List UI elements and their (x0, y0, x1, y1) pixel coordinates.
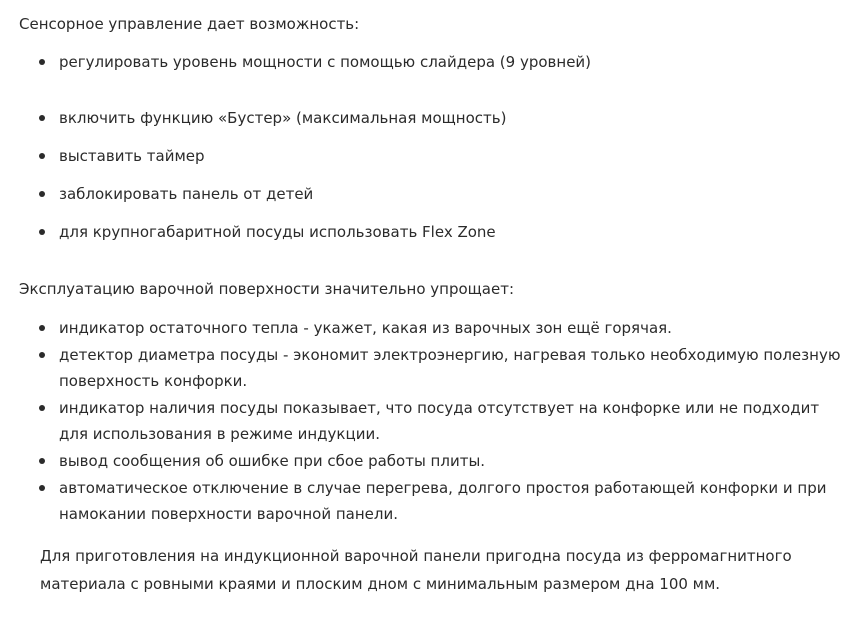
list-item-text: автоматическое отключение в случае перегрева, долгого простоя работающей конфорки и при намокании поверхности варочной панели. (59, 479, 827, 523)
list-item (19, 475, 849, 527)
list-item (19, 105, 849, 131)
list-item-text: заблокировать панель от детей (59, 185, 314, 203)
list-item-text: выставить таймер (59, 147, 205, 165)
bullet-icon (39, 59, 45, 65)
list-item-text: индикатор наличия посуды показывает, что посуда отсутствует на конфорке или не подходит для использования в режиме индукции. (59, 399, 820, 443)
bullet-icon (39, 352, 45, 358)
list-item (19, 181, 849, 207)
bullet-icon (39, 153, 45, 159)
bullet-icon (39, 325, 45, 331)
list-item (19, 342, 849, 394)
list-item-text: индикатор остаточного тепла - укажет, какая из варочных зон ещё горячая. (59, 319, 672, 337)
bullet-icon (39, 229, 45, 235)
bullet-icon (39, 191, 45, 197)
bullet-icon (39, 405, 45, 411)
closing-paragraph: Для приготовления на индукционной варочной панели пригодна посуда из ферромагнитного материала с ровными краями и плоским дном с минимальным размером дна 100 мм. (40, 547, 792, 593)
list-item (19, 448, 849, 474)
list-item-text: включить функцию «Бустер» (максимальная мощность) (59, 109, 507, 127)
list-item (19, 219, 849, 245)
list-item-text: детектор диаметра посуды - экономит электроэнергию, нагревая только необходимую полезную поверхность конфорки. (59, 346, 841, 390)
list-item (19, 395, 849, 447)
bullet-icon (39, 458, 45, 464)
list-item-text: вывод сообщения об ошибке при сбое работы плиты. (59, 452, 486, 470)
list-item (19, 143, 849, 169)
list-item (19, 49, 849, 75)
section-1-list (19, 49, 849, 257)
bullet-icon (39, 485, 45, 491)
list-item-text: регулировать уровень мощности с помощью слайдера (9 уровней) (59, 53, 592, 71)
bullet-icon (39, 115, 45, 121)
list-item (19, 315, 849, 341)
section-2-intro: Эксплуатацию варочной поверхности значительно упрощает: (19, 280, 515, 298)
list-item-text: для крупногабаритной посуды использовать Flex Zone (59, 223, 496, 241)
section-2-list (19, 315, 849, 528)
section-1-intro: Сенсорное управление дает возможность: (19, 15, 360, 33)
